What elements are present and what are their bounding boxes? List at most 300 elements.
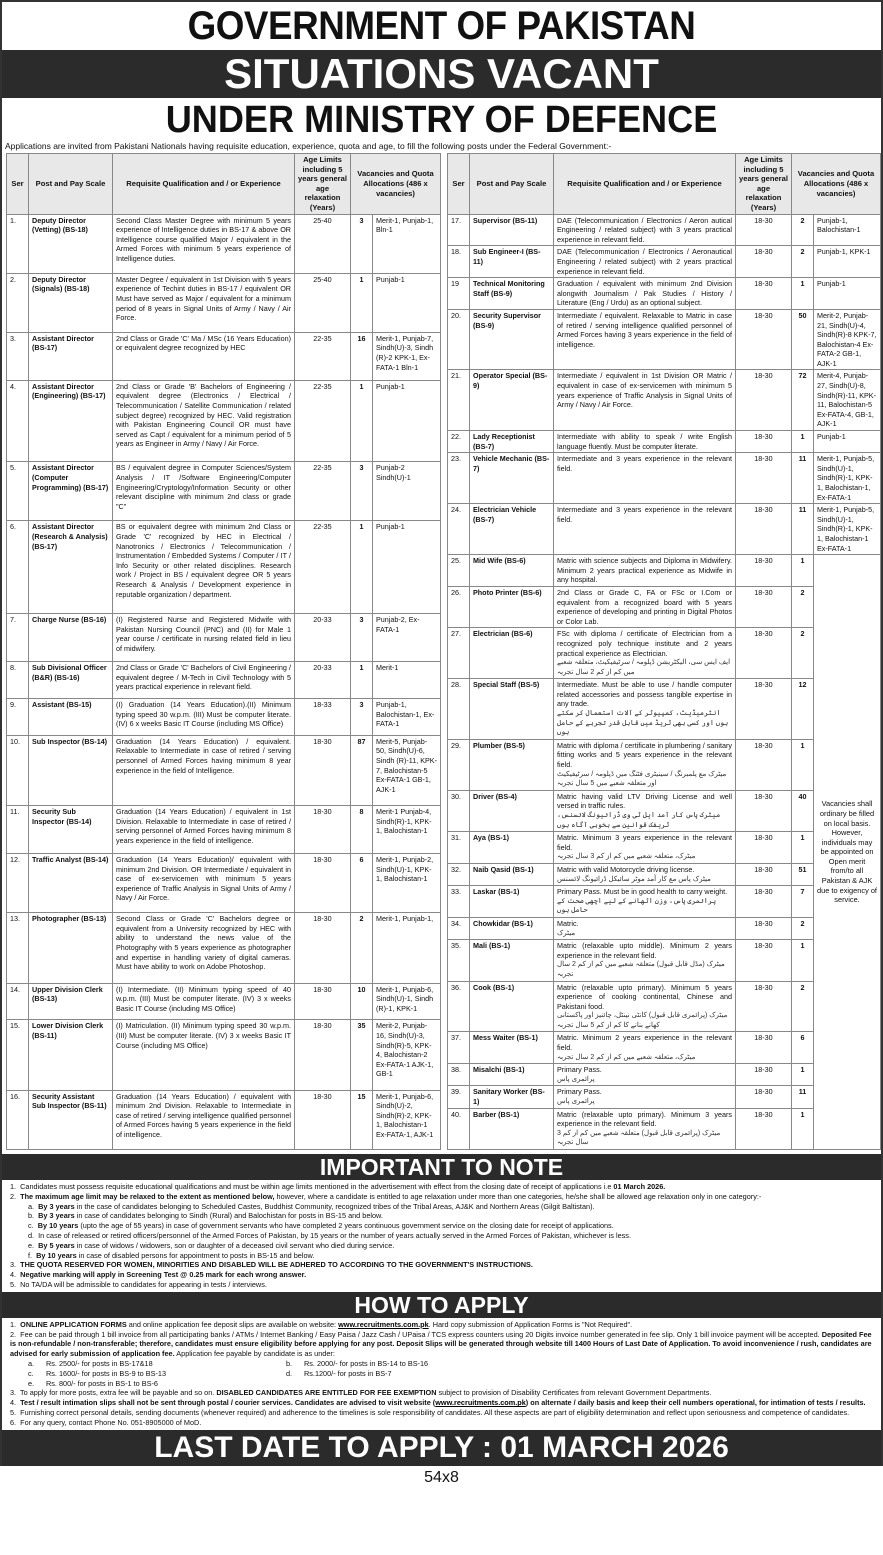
row-vacancies: 1 [792, 940, 814, 981]
row-quota: Merit-2, Punjab-16, Sindh(U)-3, Sindh(R)-5, KPK-4, Balochistan-2 Ex-FATA-1 AJK-1, GB-1 [373, 1020, 441, 1090]
row-vacancies: 1 [792, 832, 814, 864]
row-post: Charge Nurse (BS-16) [29, 614, 113, 662]
row-vacancies: 2 [351, 913, 373, 983]
row-ser: 9. [7, 698, 29, 735]
qualification-urdu: ایف ایس سی، الیکٹریشن ڈپلومہ / سرٹیفیکیٹ، متعلقہ شعبے میں کم از کم 2 سال تجربہ [557, 659, 731, 676]
row-qualification [554, 628, 736, 679]
qualification-urdu: میٹرک پاس کار آمد ایل ٹی وی ڈرائیونگ لائسنس، ٹریفک قوانین سے بخوبی آگاہ ہوں [557, 812, 721, 829]
table-row [7, 1090, 441, 1149]
row-qualification [113, 662, 295, 699]
row-vacancies: 2 [792, 628, 814, 679]
header-age: Age Limits including 5 years general age relaxation (Years) [295, 154, 351, 215]
row-qualification [113, 913, 295, 983]
important-note-banner: IMPORTANT TO NOTE [2, 1154, 881, 1180]
qualification-urdu: میٹرک پاس مع کار آمد موٹر سائیکل ڈرائیونگ لائسنس [557, 875, 711, 883]
row-post: Assistant (BS-15) [29, 698, 113, 735]
qualification-text: Graduation (14 Years Education) / equivalent with minimum 2nd Division. Relaxable to Intermediate in case of retired / serving intelligence qualified personnel of Armed Forces having 5 years experience in the field of intelligence. [116, 1091, 291, 1140]
note-1: 1. Candidates must possess requisite educational qualifications and must be within age limits mentioned in the advertisement with effect from the closing date of receipt of applications i.e 01 March 2026. [10, 1182, 666, 1191]
row-qualification [113, 806, 295, 854]
row-age: 18-30 [736, 431, 792, 453]
item-key: b. [28, 1211, 35, 1221]
row-vacancies: 35 [351, 1020, 373, 1090]
row-quota: Punjab-1, Balochistan-1 [814, 214, 881, 246]
row-ser: 36. [448, 981, 470, 1032]
header-qualification: Requisite Qualification and / or Experience [554, 154, 736, 215]
row-vacancies: 1 [792, 431, 814, 453]
apply-step-4: 4. Test / result intimation slips shall not be sent through postal / courier services. Candidates are advised to visit website (www.recruitments.com.pk) on alternate / daily basis and keep their cell numbers operational, for intimation of tests / results. [10, 1398, 866, 1408]
row-age: 18-30 [736, 940, 792, 981]
row-qualification [554, 679, 736, 740]
row-post: Deputy Director (Vetting) (BS-18) [29, 214, 113, 273]
qualification-text: Graduation (14 Years Education) / equivalent in 1st Division. Relaxable to Intermediate in case of retired / serving personnel of Armed Forces having minimum 8 years experience in the field of intelligence. [116, 807, 291, 845]
row-quota: Merit-1, Punjab-7, Sindh(U)-3, Sindh (R)-2 KPK-1, Ex-FATA-1 Bln-1 [373, 332, 441, 380]
row-ser: 24. [448, 504, 470, 555]
row-vacancies: 87 [351, 735, 373, 805]
row-age: 18-30 [736, 628, 792, 679]
note-4: 4. Negative marking will apply in Screening Test @ 0.25 mark for each wrong answer. [10, 1270, 307, 1280]
table-row [448, 370, 881, 431]
row-age: 18-30 [295, 983, 351, 1020]
row-qualification [554, 309, 736, 370]
qualification-urdu: میٹرک مع پلمبرنگ / سینیٹری فٹنگ میں ڈپلومہ / سرٹیفیکیٹ اور متعلقہ شعبے میں 5 سال تجربہ [557, 770, 727, 788]
row-ser: 29. [448, 739, 470, 790]
table-header-row [448, 154, 881, 215]
row-post: Sub Divisional Officer (B&R) (BS-16) [29, 662, 113, 699]
note-3: 3. THE QUOTA RESERVED FOR WOMEN, MINORITIES AND DISABLED WILL BE ADHERED TO ACCORDING TO THE GOVERNMENT'S INSTRUCTIONS. [10, 1260, 533, 1270]
table-row [7, 698, 441, 735]
qualification-text: Primary Pass. [557, 1065, 602, 1075]
row-age: 20-33 [295, 614, 351, 662]
row-ser: 13. [7, 913, 29, 983]
row-quota: Punjab-2 Sindh(U)-1 [373, 462, 441, 521]
table-row [448, 504, 881, 555]
qualification-text: (I) Matriculation. (II) Minimum typing speed 30 w.p.m. (III) Must be computer literate. (IV) 3 x weeks Basic IT Course (including MS Office) [116, 1021, 291, 1050]
row-vacancies: 16 [351, 332, 373, 380]
item-text: In case of released or retired officers/personnel of the Armed Forces of Pakistan, by 15 years or the number of years actually served in the Armed Forces of Pakistan, whichever is less. [38, 1230, 631, 1240]
qualification-text: (I) Intermediate. (II) Minimum typing speed of 40 w.p.m. (III) Must be computer literate. (IV) 3 x weeks Basic IT Course (including MS Office) [116, 984, 291, 1013]
row-age: 25-40 [295, 214, 351, 273]
row-vacancies: 1 [792, 739, 814, 790]
row-vacancies: 3 [351, 462, 373, 521]
qualification-urdu: میٹرک، متعلقہ شعبے میں کم از کم 3 سال تجربہ [557, 853, 696, 861]
row-age: 18-30 [736, 1064, 792, 1086]
row-quota: Merit-1, Punjab-2, Sindh(U)-1, KPK-1, Balochistan-1 [373, 854, 441, 913]
qualification-text: Intermediate / equivalent in 1st Division OR Matric / equivalent in case of ex-servicemen with minimum 5 years experience of Traffic Analysis in Signal Units of Army / Navy / Air Force. [557, 371, 732, 410]
row-quota: Punjab-1, KPK-1 [814, 246, 881, 278]
row-ser: 16. [7, 1090, 29, 1149]
row-vacancies: 15 [351, 1090, 373, 1149]
row-post: Naib Qasid (BS-1) [470, 863, 554, 885]
qualification-urdu: میٹرک (پرائمری قابل قبول) متعلقہ شعبے میں کم از کم 3 سال تجربہ [557, 1129, 721, 1147]
row-qualification [554, 214, 736, 246]
row-vacancies: 2 [792, 917, 814, 939]
row-post: Assistant Director (Computer Programming) (BS-17) [29, 462, 113, 521]
row-vacancies: 2 [792, 981, 814, 1032]
qualification-text: BS / equivalent degree in Computer Sciences/System Analysis / IT /Software Engineering/Computer Engineering/Cryptology/Information Security or other relevant discipline with minimum 2nd class or grade "C" [116, 463, 291, 511]
row-vacancies: 1 [792, 1064, 814, 1086]
age-relaxation-item [10, 1251, 873, 1261]
qualification-text: Intermediate and 3 years experience in the relevant field. [557, 454, 732, 473]
table-row [448, 555, 881, 587]
qualification-text: Matric with diploma / certificate in plumbering / sanitary fitting works and 5 years experience in the relevant field. [557, 740, 732, 770]
row-quota: Punjab-1 [373, 380, 441, 461]
row-ser: 14. [7, 983, 29, 1020]
table-row [7, 735, 441, 805]
row-ser: 33. [448, 886, 470, 918]
table-row [7, 614, 441, 662]
row-age: 25-40 [295, 273, 351, 332]
row-qualification [554, 370, 736, 431]
item-bold: By 10 years [37, 1221, 79, 1231]
row-qualification [554, 1064, 736, 1086]
row-age: 18-30 [736, 246, 792, 278]
apply-step-6: 6. For any query, contact Phone No. 051-8905000 of MoD. [10, 1417, 202, 1427]
row-vacancies: 51 [792, 863, 814, 885]
item-text: in case of disabled persons for appointment to posts in BS-15 and below. [76, 1250, 315, 1260]
row-ser: 35. [448, 940, 470, 981]
qualification-text: Graduation / equivalent with minimum 2nd Division alongwith Journalism / Pak Studies / History / Literature (Eng / Urdu) as an optional subject. [557, 279, 732, 308]
row-post: Sub Engineer-I (BS-11) [470, 246, 554, 278]
row-post: Assistant Director (Research & Analysis) (BS-17) [29, 521, 113, 614]
table-row [7, 462, 441, 521]
qualification-text: 2nd Class or Grade 'C' Ma / MSc (16 Years Education) or equivalent degree recognized by HEC [116, 333, 291, 353]
table-row [7, 1020, 441, 1090]
row-ser: 26. [448, 586, 470, 627]
how-to-apply-list [2, 1318, 881, 1430]
row-post: Assistant Director (BS-17) [29, 332, 113, 380]
row-qualification [554, 431, 736, 453]
row-ser: 1. [7, 214, 29, 273]
header-qualification: Requisite Qualification and / or Experience [113, 154, 295, 215]
row-post: Deputy Director (Signals) (BS-18) [29, 273, 113, 332]
row-age: 18-30 [736, 886, 792, 918]
row-vacancies: 11 [792, 453, 814, 504]
row-age: 18-33 [295, 698, 351, 735]
row-post: Photographer (BS-13) [29, 913, 113, 983]
qualification-text: Second Class Master Degree with minimum 5 years experience of Intelligence duties in BS-17 & above OR Intelligence course qualified Major / equivalent in the Armed Forces with minimum 5 years experience of Intelligence duties. [116, 215, 291, 263]
row-vacancies: 2 [792, 214, 814, 246]
row-age: 18-30 [736, 1108, 792, 1149]
row-qualification [554, 504, 736, 555]
qualification-text: Master Degree / equivalent in 1st Division with 5 years experience of Techint duties in BS-17 / equivalent OR Must have served as Major / equivalent for a minimum period of 8 years in Signal Units of Army / Navy / Air Force. [116, 274, 291, 323]
row-age: 18-30 [736, 278, 792, 310]
row-vacancies: 72 [792, 370, 814, 431]
qualification-text: DAE (Telecommunication / Electronics / Aeronautical Engineering / related subject) with 2 years practical experience in relevant field. [557, 247, 732, 276]
apply-step-5: 5. Furnishing correct personal details, sending documents (whenever required) and adherence to the timelines is sole responsibility of candidates. All these aspects are part of eligibility determination and reflect upon seriousness and competence of candidates. [10, 1407, 850, 1417]
item-text: (upto the age of 55 years) in case of government servants who have completed 2 years continuous government service on the closing date for receipt of applications. [78, 1221, 614, 1231]
table-row [7, 854, 441, 913]
row-vacancies: 2 [792, 246, 814, 278]
table-row [7, 332, 441, 380]
row-quota: Punjab-1 [373, 273, 441, 332]
qualification-text: Primary Pass. Must be in good health to carry weight. [557, 887, 728, 897]
qualification-text: FSc with diploma / certificate of Electrician from a recognized poly technique institute and 2 years practical experience as Electrician. [557, 629, 732, 658]
qualification-urdu: انٹرمیڈیٹ، کمپیوٹر کے آلات استعمال کر سکتے ہوں اور کسی بھی ٹریڈ میں قابل قدر تجربے کے حامل ہوں [557, 710, 729, 737]
header-vacancies: Vacancies and Quota Allocations (486 x vacancies) [792, 154, 881, 215]
row-qualification [554, 886, 736, 918]
table-row [448, 309, 881, 370]
table-row [448, 214, 881, 246]
row-age: 18-30 [736, 832, 792, 864]
row-ser: 31. [448, 832, 470, 864]
row-age: 22-35 [295, 380, 351, 461]
row-age: 18-30 [736, 504, 792, 555]
qualification-text: Intermediate with ability to speak / write English language fluently. Must be computer literate. [557, 432, 732, 451]
qualification-text: DAE (Telecommunication / Electronics / Aeron autical Engineering / related subject) with 3 years practical experience in relevant field. [557, 215, 732, 244]
qualification-urdu: میٹرک [557, 929, 576, 937]
row-qualification [113, 214, 295, 273]
row-ser: 8. [7, 662, 29, 699]
row-age: 22-35 [295, 462, 351, 521]
qualification-text: Intermediate and 3 years experience in the relevant field. [557, 505, 732, 524]
row-ser: 4. [7, 380, 29, 461]
important-notes-list [2, 1180, 881, 1292]
row-age: 18-30 [736, 309, 792, 370]
row-vacancies: 50 [792, 309, 814, 370]
item-key: a. [28, 1201, 35, 1211]
row-qualification [554, 863, 736, 885]
row-vacancies: 3 [351, 614, 373, 662]
fee-schedule [10, 1359, 873, 1388]
row-post: Electrician (BS-6) [470, 628, 554, 679]
row-post: Upper Division Clerk (BS-13) [29, 983, 113, 1020]
item-key: e. [28, 1240, 35, 1250]
row-age: 18-30 [736, 739, 792, 790]
row-ser: 17. [448, 214, 470, 246]
row-ser: 5. [7, 462, 29, 521]
row-qualification [554, 1086, 736, 1108]
row-vacancies: 3 [351, 698, 373, 735]
row-qualification [554, 246, 736, 278]
row-vacancies: 1 [351, 662, 373, 699]
header-vacancies: Vacancies and Quota Allocations (486 x vacancies) [351, 154, 441, 215]
row-ser: 2. [7, 273, 29, 332]
row-ser: 10. [7, 735, 29, 805]
row-age: 18-30 [736, 453, 792, 504]
row-age: 18-30 [295, 735, 351, 805]
row-ser: 38. [448, 1064, 470, 1086]
row-post: Assistant Director (Engineering) (BS-17) [29, 380, 113, 461]
row-vacancies: 3 [351, 214, 373, 273]
row-post: Chowkidar (BS-1) [470, 917, 554, 939]
table-row [7, 662, 441, 699]
item-key: d. [28, 1230, 35, 1240]
row-post: Cook (BS-1) [470, 981, 554, 1032]
row-qualification [554, 278, 736, 310]
qualification-text: 2nd Class or Grade 'C' Bachelors of Civil Engineering / equivalent degree / M-Tech in Civil Technology with 5 years practical experience in relevant field. [116, 663, 291, 692]
row-qualification [554, 917, 736, 939]
vacancy-table-left [6, 153, 441, 1150]
apply-step-1: 1. ONLINE APPLICATION FORMS and online application fee deposit slips are available on website: www.recruitments.com.pk. Hard copy submission of Application Forms is "Not Required". [10, 1319, 633, 1329]
row-age: 22-35 [295, 332, 351, 380]
row-age: 18-30 [736, 555, 792, 587]
item-key: c. [28, 1221, 34, 1231]
row-age: 18-30 [736, 1086, 792, 1108]
row-post: Sub Inspector (BS-14) [29, 735, 113, 805]
row-post: Technical Monitoring Staff (BS-9) [470, 278, 554, 310]
row-ser: 19 [448, 278, 470, 310]
row-post: Barber (BS-1) [470, 1108, 554, 1149]
table-row [7, 521, 441, 614]
merged-quota-note: Vacancies shall ordinary be filled on local basis. However, individuals may be appointed on Open merit from/to all Pakistan & AJK due to exigency of service. [814, 555, 881, 1150]
table-row [7, 913, 441, 983]
row-post: Operator Special (BS-9) [470, 370, 554, 431]
row-qualification [554, 586, 736, 627]
qualification-urdu: میٹرک (مڈل قابل قبول) متعلقہ شعبے میں کم از کم 2 سال تجربہ [557, 961, 725, 978]
header-post: Post and Pay Scale [470, 154, 554, 215]
row-qualification [554, 453, 736, 504]
row-ser: 28. [448, 679, 470, 740]
row-ser: 34. [448, 917, 470, 939]
qualification-text: Primary Pass. [557, 1087, 602, 1097]
row-ser: 39. [448, 1086, 470, 1108]
row-ser: 7. [7, 614, 29, 662]
row-post: Mess Waiter (BS-1) [470, 1032, 554, 1064]
row-quota: Punjab-1 [814, 278, 881, 310]
qualification-text: BS or equivalent degree with minimum 2nd Class or Grade 'C' recognized by HEC in Electrical / Nanotronics / Electronics / Telecommunication / Instrumentation / Embedded Systems / Computer / IT / Info Security or other related disciplines. Research work / Project in BS / equivalent degree OR 5 years Research & Analysis / Development experience in reputable organization / department. [116, 522, 291, 599]
row-vacancies: 8 [351, 806, 373, 854]
qualification-text: Matric (relaxable upto primary). Minimum 3 years experience in the relevant field. [557, 1109, 732, 1129]
row-qualification [113, 462, 295, 521]
qualification-text: 2nd Class or Grade C, FA or FSc or I.Com or equivalent from a recognized board with 5 years experience of developing and printing in Digital Photos or Color Lab. [557, 587, 732, 626]
row-quota: Merit-1, Punjab-6, Sindh(U)-2, Sindh(R)-2, KPK-1, Balochistan-1 Ex-FATA-1, AJK-1 [373, 1090, 441, 1149]
table-row [7, 983, 441, 1020]
recruitment-website-link-2[interactable]: www.recruitments.com.pk [435, 1398, 526, 1408]
row-age: 18-30 [295, 854, 351, 913]
header-situations-vacant: SITUATIONS VACANT [2, 50, 881, 98]
qualification-text: Intermediate. Must be able to use / handle computer related accessories and possess tangible expertise in any trade. [557, 680, 732, 709]
row-ser: 40. [448, 1108, 470, 1149]
row-post: Security Supervisor (BS-9) [470, 309, 554, 370]
table-row [448, 453, 881, 504]
row-qualification [554, 832, 736, 864]
row-post: Photo Printer (BS-6) [470, 586, 554, 627]
row-quota: Punjab-2, Ex-FATA-1 [373, 614, 441, 662]
row-post: Security Sub Inspector (BS-14) [29, 806, 113, 854]
row-quota: Punjab-1 [814, 431, 881, 453]
qualification-text: Graduation (14 Years Education) / equivalent. Relaxable to Intermediate in case of retired / serving personnel of Armed Forces having minimum 8 year experience in the field of Intelligence. [116, 736, 291, 775]
row-vacancies: 10 [351, 983, 373, 1020]
apply-step-2: 2. Fee can be paid through 1 bill invoice from all participating banks / ATMs / Internet Banking / Easy Paisa / Jazz Cash / UPaisa / TCS express counters using 20 Digits invoice number generated in fee slip. Only 1 bill invoice payment will be accepted. Deposited Fee is non-refundable / non-transferable; therefore, candidates must ensure eligibility before applying for any post. Deposit Slips will be generated through website till 1400 Hours of Last Date of Application. To avoid inconvenience / rush, candidates are advised for early submission of application fee. Application fee payable by candidate is as under: [10, 1329, 872, 1359]
qualification-text: Second Class or Grade 'C' Bachelors degree or equivalent from a University recognized by HEC with ability to understand the news value of the Photography with 5 years experience as photographer and expertise in handling variety of digital cameras. Must have ability to work on Adobe Photoshop. [116, 914, 291, 972]
row-age: 18-30 [736, 679, 792, 740]
row-post: Lady Receptionist (BS-7) [470, 431, 554, 453]
row-age: 18-30 [736, 370, 792, 431]
row-post: Mid Wife (BS-6) [470, 555, 554, 587]
row-post: Traffic Analyst (BS-14) [29, 854, 113, 913]
qualification-text: (I) Registered Nurse and Registered Midwife with Pakistan Nursing Council (PNC) and (II) for Male 1 year course / certificate in nursing related field in lieu of midwifery. [116, 615, 291, 653]
row-age: 20-33 [295, 662, 351, 699]
row-age: 18-30 [736, 917, 792, 939]
row-qualification [554, 940, 736, 981]
fee-item: Rs. 1600/- for posts in BS-9 to BS-13 [46, 1368, 167, 1378]
row-qualification [113, 380, 295, 461]
row-quota: Punjab-1 [373, 521, 441, 614]
header-ser: Ser [448, 154, 470, 215]
table-row [7, 214, 441, 273]
row-age: 18-30 [736, 214, 792, 246]
row-post: Electrician Vehicle (BS-7) [470, 504, 554, 555]
row-age: 22-35 [295, 521, 351, 614]
row-ser: 25. [448, 555, 470, 587]
row-ser: 12. [7, 854, 29, 913]
table-row [448, 278, 881, 310]
row-qualification [113, 273, 295, 332]
qualification-text: Intermediate / equivalent. Relaxable to Matric in case of retired / serving intelligence qualified personnel of Armed Forces having 3 years experience in the field of intelligence. [557, 310, 732, 349]
row-quota: Merit-1 Punjab-4, Sindh(R)-1, KPK-1, Balochistan-1 [373, 806, 441, 854]
row-post: Supervisor (BS-11) [470, 214, 554, 246]
row-age: 18-30 [736, 863, 792, 885]
age-relaxation-item [10, 1231, 873, 1241]
fee-item: Rs. 2000/- for posts in BS-14 to BS-16 [304, 1358, 429, 1368]
qualification-text: Matric with science subjects and Diploma in Midwifery. Minimum 2 years practical experience as Midwife in any hospital. [557, 556, 732, 585]
row-qualification [554, 1032, 736, 1064]
row-age: 18-30 [736, 981, 792, 1032]
apply-step-3: 3. To apply for more posts, extra fee will be payable and so on. DISABLED CANDIDATES ARE ENTITLED FOR FEE EXEMPTION subject to provision of Disability Certificates from relevant Government Departments. [10, 1388, 712, 1398]
fee-item: Rs. 800/- for posts in BS-1 to BS-6 [46, 1378, 158, 1388]
qualification-urdu: میٹرک، متعلقہ شعبے میں کم از کم 2 سال تجربہ [557, 1053, 696, 1061]
row-qualification [113, 1090, 295, 1149]
row-post: Aya (BS-1) [470, 832, 554, 864]
table-row [448, 246, 881, 278]
row-ser: 6. [7, 521, 29, 614]
row-quota: Merit-4, Punjab-27, Sindh(U)-8, Sindh(R)-11, KPK-11, Balochistan-5 Ex-FATA-4, GB-1, AJK-1 [814, 370, 881, 431]
item-bold: By 3 years [38, 1211, 75, 1221]
row-qualification [554, 555, 736, 587]
qualification-urdu: میٹرک (پرائمری قابل قبول) کانٹی نینٹل، چائنیز اور پاکستانی کھانے بنانے کا کم از کم 5 سال تجربہ [557, 1012, 728, 1029]
row-quota: Merit-1, Punjab-6, Sindh(U)-1, Sindh (R)-1, KPK-1 [373, 983, 441, 1020]
row-post: Mali (BS-1) [470, 940, 554, 981]
row-quota: Merit-5, Punjab-50, Sindh(U)-6, Sindh (R)-11, KPK-7, Balochistan-5 Ex-FATA-1 GB-1, AJK-1 [373, 735, 441, 805]
qualification-text: Matric (relaxable upto middle). Minimum 2 years experience in the relevant field. [557, 941, 732, 960]
row-vacancies: 2 [792, 586, 814, 627]
table-row [7, 380, 441, 461]
note-5: 5. No TA/DA will be admissible to candidates for appearing in tests / interviews. [10, 1279, 267, 1289]
fee-key: b. [286, 1358, 293, 1368]
row-vacancies: 1 [792, 278, 814, 310]
item-bold: By 3 years [38, 1201, 75, 1211]
fee-key: a. [28, 1358, 35, 1368]
qualification-text: Matric. [557, 918, 579, 928]
row-age: 18-30 [295, 913, 351, 983]
fee-item: Rs.1200/- for posts in BS-7 [304, 1368, 392, 1378]
item-key: f. [28, 1250, 33, 1260]
header-ser: Ser [7, 154, 29, 215]
qualification-text: Matric. Minimum 2 years experience in the relevant field. [557, 1033, 732, 1053]
row-ser: 11. [7, 806, 29, 854]
row-post: Laskar (BS-1) [470, 886, 554, 918]
row-qualification [113, 698, 295, 735]
row-vacancies: 1 [351, 273, 373, 332]
table-row [448, 431, 881, 453]
qualification-text: Matric (relaxable upto primary). Minimum 5 years experience of cooking continental, Chinese and Pakistani food. [557, 982, 732, 1011]
row-age: 18-30 [736, 1032, 792, 1064]
row-ser: 32. [448, 863, 470, 885]
item-bold: By 10 years [36, 1250, 77, 1260]
item-bold: By 5 years [38, 1240, 75, 1250]
age-relaxation-item [10, 1202, 873, 1212]
header-post: Post and Pay Scale [29, 154, 113, 215]
recruitment-website-link[interactable]: www.recruitments.com.pk [338, 1319, 429, 1329]
row-post: Special Staff (BS-5) [470, 679, 554, 740]
row-vacancies: 1 [792, 1108, 814, 1149]
row-post: Plumber (BS-5) [470, 739, 554, 790]
age-relaxation-list [10, 1202, 873, 1261]
item-text: in case of widows / widowers, son or daughter of a deceased civil servant who died during service. [74, 1240, 395, 1250]
row-qualification [113, 735, 295, 805]
row-quota: Merit-1 [373, 662, 441, 699]
header-ministry: UNDER MINISTRY OF DEFENCE [165, 99, 718, 141]
